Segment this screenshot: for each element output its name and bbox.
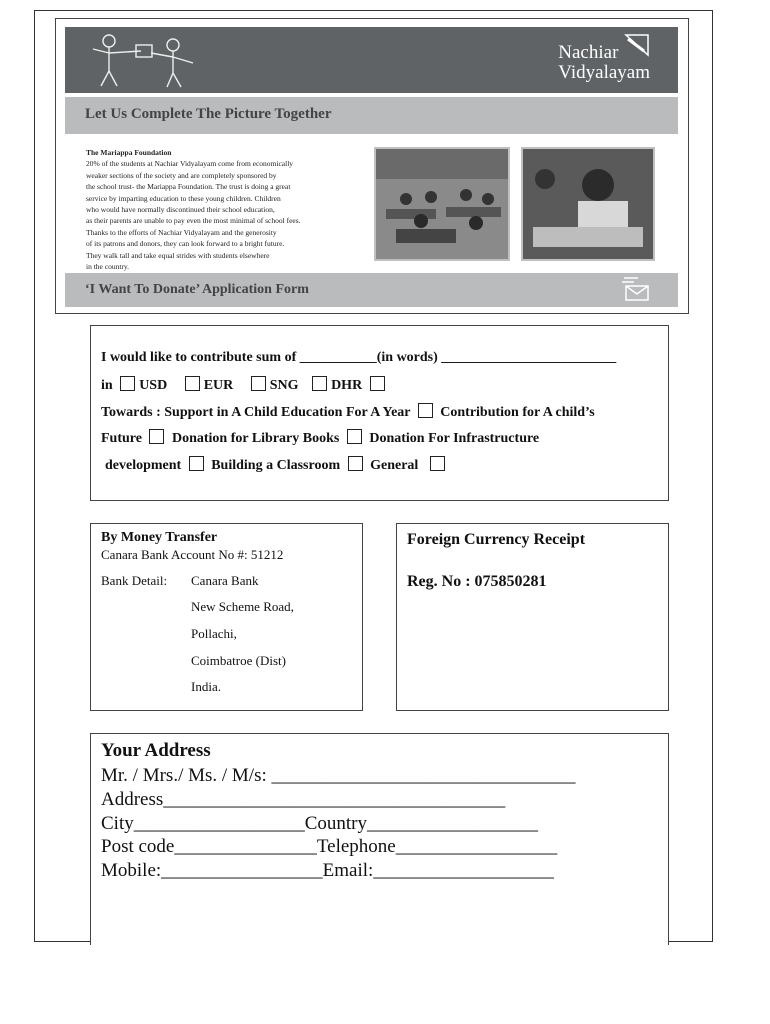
sng-label: SNG bbox=[269, 378, 299, 393]
tagline: Let Us Complete The Picture Together bbox=[85, 106, 332, 122]
money-transfer-box bbox=[90, 523, 363, 711]
usd-checkbox[interactable] bbox=[120, 376, 135, 391]
bank-line: India. bbox=[191, 679, 221, 694]
registration-number: Reg. No : 075850281 bbox=[407, 573, 547, 590]
classroom-checkbox[interactable] bbox=[348, 456, 363, 471]
mail-envelope-icon bbox=[620, 276, 654, 304]
foundation-line: who would have normally discontinued their school education, bbox=[86, 205, 275, 215]
future-label: Future bbox=[101, 431, 142, 446]
foundation-line: as their parents are unable to pay even the most minimal of school fees. bbox=[86, 216, 301, 226]
bank-line: Coimbatroe (Dist) bbox=[191, 653, 286, 668]
children-drawing-icon bbox=[81, 31, 221, 91]
contribution-box bbox=[90, 325, 669, 501]
foreign-currency-box bbox=[396, 523, 669, 711]
top-banner bbox=[65, 27, 678, 93]
receipt-title: Foreign Currency Receipt bbox=[407, 531, 586, 548]
towards-row bbox=[101, 403, 595, 421]
eur-label: EUR bbox=[203, 378, 234, 393]
address-title: Your Address bbox=[101, 740, 211, 761]
foundation-line: Thanks to the efforts of Nachiar Vidyalayam and the generosity bbox=[86, 227, 277, 237]
infrastructure-label: Donation For Infrastructure bbox=[369, 431, 540, 446]
dhr-checkbox[interactable] bbox=[312, 376, 327, 391]
child-future-checkbox[interactable] bbox=[149, 429, 164, 444]
foundation-line: They walk tall and take equal strides with students elsewhere bbox=[86, 250, 270, 260]
city-country-field[interactable]: City__________________Country__________________ bbox=[101, 813, 539, 834]
general-label: General bbox=[370, 458, 419, 473]
eur-checkbox[interactable] bbox=[185, 376, 200, 391]
address-field[interactable]: Address____________________________________ bbox=[101, 789, 506, 810]
foundation-line: the school trust- the Mariappa Foundation. The trust is doing a great bbox=[86, 182, 291, 192]
foundation-title: The Mariappa Foundation bbox=[86, 148, 172, 157]
foundation-line: service by imparting education to these young children. Children bbox=[86, 193, 281, 203]
future-row bbox=[101, 429, 539, 447]
child-education-checkbox[interactable] bbox=[418, 403, 433, 418]
currency-row bbox=[101, 376, 389, 394]
account-number: Canara Bank Account No #: 51212 bbox=[101, 547, 284, 562]
usd-label: USD bbox=[139, 378, 168, 393]
bank-detail-label: Bank Detail: bbox=[101, 573, 168, 588]
foundation-line: of its patrons and donors, they can look forward to a bright future. bbox=[86, 239, 285, 249]
development-row bbox=[105, 456, 449, 474]
library-label: Donation for Library Books bbox=[171, 431, 340, 446]
general-checkbox[interactable] bbox=[430, 456, 445, 471]
dhr-label: DHR bbox=[331, 378, 363, 393]
classroom-label: Building a Classroom bbox=[211, 458, 341, 473]
classroom-photo bbox=[374, 147, 510, 261]
foundation-text bbox=[86, 147, 356, 272]
bank-line: New Scheme Road, bbox=[191, 599, 294, 614]
logo-line1: Nachiar bbox=[558, 42, 619, 63]
mobile-email-field[interactable]: Mobile:_________________Email:___________________ bbox=[101, 860, 554, 881]
foundation-line: weaker sections of the society and are completely sponsored by bbox=[86, 170, 277, 180]
contribution-amount-line: I would like to contribute sum of ___________(in words) _________________________ bbox=[101, 350, 617, 365]
postcode-telephone-field[interactable]: Post code_______________Telephone_________________ bbox=[101, 836, 558, 857]
logo-line2: Vidyalayam bbox=[558, 62, 650, 83]
foundation-line: 20% of the students at Nachiar Vidyalayam come from economically bbox=[86, 159, 294, 169]
currency-in-label: in bbox=[101, 378, 113, 393]
donate-title-bar bbox=[65, 273, 678, 307]
money-transfer-title: By Money Transfer bbox=[101, 530, 218, 545]
towards-label: Towards : Support in A Child Education For A Year bbox=[101, 405, 411, 420]
foundation-line: in the country. bbox=[86, 262, 130, 272]
logo-flag-icon bbox=[624, 33, 650, 57]
sng-checkbox[interactable] bbox=[251, 376, 266, 391]
student-reading-photo bbox=[521, 147, 655, 261]
development-label: development bbox=[105, 458, 182, 473]
your-address-box bbox=[90, 733, 669, 945]
child-contribution-label: Contribution for A child’s bbox=[440, 405, 595, 420]
infrastructure-checkbox[interactable] bbox=[189, 456, 204, 471]
header-panel bbox=[55, 18, 689, 314]
library-checkbox[interactable] bbox=[347, 429, 362, 444]
bank-line: Canara Bank bbox=[191, 573, 259, 588]
donate-form-title: ‘I Want To Donate’ Application Form bbox=[85, 282, 309, 297]
tagline-bar bbox=[65, 97, 678, 134]
bank-line: Pollachi, bbox=[191, 626, 237, 641]
name-field[interactable]: Mr. / Mrs./ Ms. / M/s: ________________________________ bbox=[101, 765, 576, 786]
dhr-extra-checkbox[interactable] bbox=[370, 376, 385, 391]
